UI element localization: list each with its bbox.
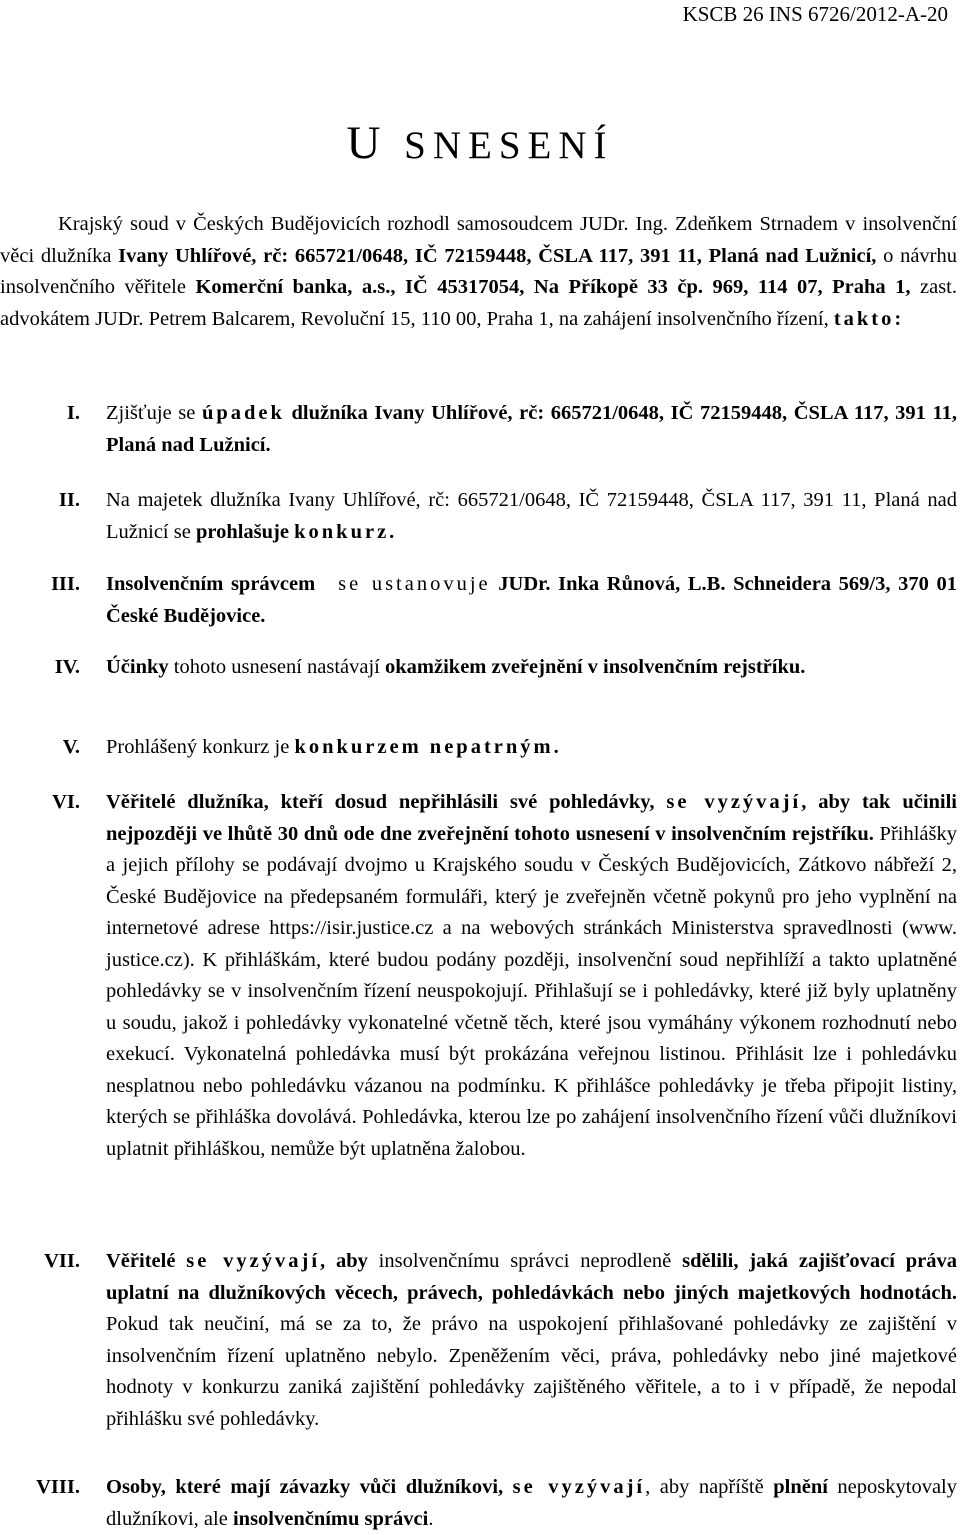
item-number: I. [66, 402, 80, 424]
item-text [106, 485, 957, 548]
item-number: VI. [52, 791, 80, 813]
item-6-text-c: , aby tak učinili nejpozději ve lhůtě 30 dnů ode dne zveřejnění tohoto usnesení v insolvenčním rejstříku. [106, 791, 958, 845]
intro-court-text: Krajský soud v Českých Budějovicích rozhodl samosoudcem JUDr. Ing. Zdeňkem Strnadem v insolvenční věci dlužníka [0, 213, 957, 267]
title-rest: SNESENÍ [404, 124, 614, 167]
item-number: II. [58, 489, 80, 511]
item-7-text-f: Pokud tak neučiní, má se za to, že právo na uspokojení přihlašované pohledávky ze zajištění v insolvenčním řízení uplatněno nebylo. Zpeněžením věci, práva, pohledávky nebo jiné majetkové hodnoty v konkurzu zaniká zajištění pohledávky zajištěného věřitele, a to i v případě, že nepodal přihlášku své pohledávky. [106, 1313, 957, 1430]
item-7-text-c: , aby [320, 1250, 368, 1272]
item-6-text-b: se vyzývají [666, 791, 802, 813]
item-8-text-a: Osoby, které mají závazky vůči dlužníkovi, [106, 1476, 513, 1498]
item-2-text-b: prohlašuje [195, 520, 289, 543]
item-text [106, 732, 957, 764]
item-number: VIII. [36, 1476, 80, 1498]
item-number: IV. [54, 656, 80, 678]
item-number: V. [62, 736, 80, 758]
item-6-text-d: Přihlášky a jejich přílohy se podávají dvojmo u Krajského soudu v Českých Budějovicích, Zátkovo nábřeží 2, České Budějovice na předepsaném formuláři, který je zveřejněn včetně pokynů pro jeho vyplnění na internetové adrese https://isir.justice.cz a na webových stránkách Ministerstva spravedlnosti (www. justice.cz). K přihláškám, které budou podány později, insolvenční soud nepřihlíží a takto uplatněné pohledávky se v insolvenčním řízení neuspokojují. Přihlašují se i pohledávky, které již byly uplatněny u soudu, jakož i pohledávky vykonatelné včetně těch, které jsou vymáhány výkonem rozhodnutí nebo exekucí. Vykonatelná pohledávka musí být prokázána veřejnou listinou. Přihlásit lze i pohledávku nesplatnou nebo pohledávku vázanou na podmínku. K přihlášce pohledávky je třeba připojit listiny, kterých se přihláška dovolává. Pohledávka, kterou lze po zahájení insolvenčního řízení vůči dlužníkovi uplatnit přihláškou, nemůže být uplatněna žalobou. [106, 822, 957, 1160]
item-7-text-e: sdělili, jaká zajišťovací práva uplatní na dlužníkových věcech, právech, pohledávkách nebo jiných majetkových hodnotách. [106, 1250, 957, 1304]
intro-takto: takto: [833, 307, 905, 330]
item-number: VII. [44, 1250, 80, 1272]
item-6 [0, 787, 957, 1165]
item-5-text-b: konkurzem nepatrným. [294, 736, 562, 758]
item-text [106, 1246, 957, 1435]
item-1-text-a: Zjišťuje se [106, 402, 202, 424]
item-7-text-a: Věřitelé [106, 1250, 187, 1272]
title-initial: U [346, 117, 388, 169]
item-2 [0, 485, 957, 548]
item-5-text-a: Prohlášený konkurz je [106, 736, 295, 758]
intro-motion-text: o návrhu insolvenčního věřitele [0, 244, 957, 298]
item-1 [0, 398, 957, 461]
intro-creditor: Komerční banka, a.s., IČ 45317054, Na Příkopě 33 čp. 969, 114 07, Praha 1, [195, 276, 911, 298]
item-text [106, 398, 957, 461]
item-8-text-f: insolvenčnímu správci [232, 1507, 429, 1530]
item-8-text-d: plnění [773, 1476, 828, 1498]
item-4-text-c: okamžikem zveřejnění v insolvenčním rejstříku. [385, 656, 806, 678]
item-2-text-a: Na majetek dlužníka Ivany Uhlířové, rč: 665721/0648, IČ 72159448, ČSLA 117, 391 11, Planá nad Lužnicí se [106, 489, 957, 543]
item-8-text-g: . [428, 1507, 434, 1530]
item-number: III. [50, 573, 80, 595]
item-4 [0, 652, 957, 684]
item-4-text-b: tohoto usnesení nastávají [168, 656, 386, 678]
item-1-text-c: dlužníka Ivany Uhlířové, rč: 665721/0648, IČ 72159448, ČSLA 117, 391 11, Planá nad Lužnicí. [106, 402, 957, 456]
item-1-text-b: úpadek [201, 402, 285, 424]
item-7-text-b: se vyzývají [186, 1250, 321, 1272]
item-6-text-a: Věřitelé dlužníka, kteří dosud nepřihlásili své pohledávky, [106, 791, 667, 813]
item-4-text-a: Účinky [106, 656, 169, 678]
item-text [106, 1472, 957, 1535]
item-7 [0, 1246, 957, 1435]
item-5 [0, 732, 957, 764]
file-reference: KSCB 26 INS 6726/2012-A-20 [682, 2, 948, 26]
item-3-text-b: se ustanovuje [338, 573, 491, 595]
item-text [106, 787, 957, 1165]
intro-representation-text: zast. advokátem JUDr. Petrem Balcarem, Revoluční 15, 110 00, Praha 1, na zahájení insolvenčního řízení, [0, 276, 957, 330]
item-3-text-a: Insolvenčním správcem [106, 573, 316, 595]
item-7-text-d: insolvenčnímu správci neprodleně [367, 1250, 683, 1272]
item-text [106, 652, 957, 684]
item-2-text-c: konkurz. [294, 520, 398, 543]
item-8 [0, 1472, 957, 1535]
item-8-text-b: se vyzývají [512, 1476, 646, 1498]
intro-paragraph [0, 209, 957, 335]
intro-debtor: Ivany Uhlířové, rč: 665721/0648, IČ 72159448, ČSLA 117, 391 11, Planá nad Lužnicí, [118, 244, 877, 267]
item-8-text-e: neposkytovaly dlužníkovi, ale [106, 1476, 958, 1530]
document-title [0, 118, 960, 171]
item-3-text-c: JUDr. Inka Růnová, L.B. Schneidera 569/3, 370 01 České Budějovice. [106, 573, 958, 627]
item-text [106, 569, 957, 632]
item-3 [0, 569, 957, 632]
item-8-text-c: , aby napříště [645, 1476, 774, 1498]
